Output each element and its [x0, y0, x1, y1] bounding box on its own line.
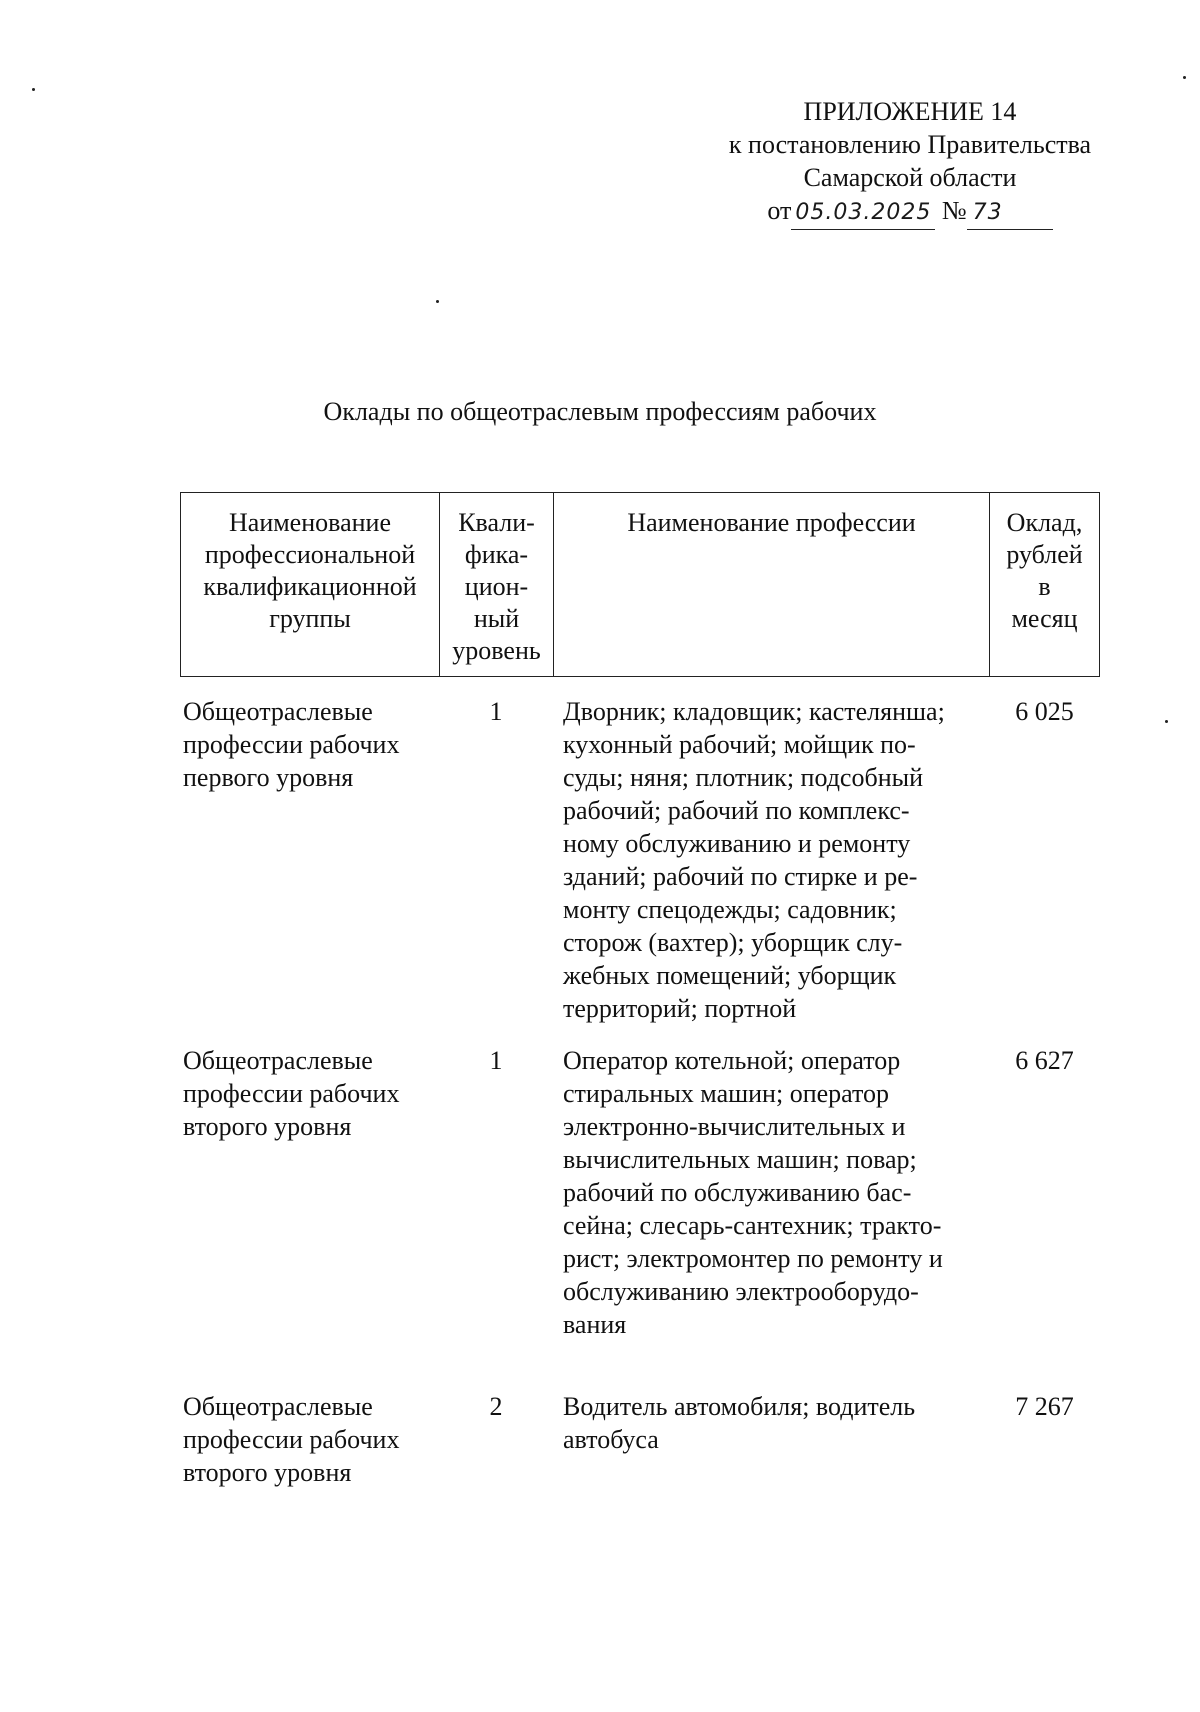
profession-text: жебных помещений; уборщик	[563, 961, 897, 990]
document-header	[700, 95, 1120, 230]
profession-text: сейна; слесарь-сантехник; тракто-	[563, 1211, 942, 1240]
group-cell	[180, 695, 439, 1025]
group-text: второго уровня	[183, 1458, 352, 1487]
profession-text: вания	[563, 1310, 627, 1339]
header-text: профессиональной	[204, 540, 416, 569]
table-row	[180, 695, 1100, 1025]
group-text: второго уровня	[183, 1112, 352, 1141]
salary-cell: 6 025	[1015, 697, 1074, 726]
group-text: профессии рабочих	[183, 1425, 400, 1454]
profession-text: электронно-вычислительных и	[563, 1112, 906, 1141]
profession-text: Водитель автомобиля; водитель	[563, 1392, 916, 1421]
header-text: квалификационной	[203, 572, 417, 601]
column-header-salary	[990, 493, 1099, 676]
header-text: рублей	[1006, 540, 1083, 569]
date-prefix: от	[767, 196, 792, 225]
profession-text: обслуживанию электрооборудо-	[563, 1277, 919, 1306]
profession-text: рабочий; рабочий по комплекс-	[563, 796, 910, 825]
header-text: месяц	[1011, 604, 1078, 633]
scan-speck	[1183, 76, 1186, 79]
group-cell	[180, 1390, 439, 1489]
header-text: цион-	[464, 572, 529, 601]
handwritten-date: 05.03.2025	[791, 196, 935, 230]
profession-text: кухонный рабочий; мойщик по-	[563, 730, 916, 759]
profession-text: сторож (вахтер); уборщик слу-	[563, 928, 903, 957]
header-text: группы	[269, 604, 351, 633]
profession-cell	[553, 1044, 989, 1341]
date-number-line	[700, 194, 1120, 230]
column-header-level	[440, 493, 554, 676]
scan-speck	[32, 88, 35, 91]
column-header-profession	[554, 493, 990, 676]
profession-text: суды; няня; плотник; подсобный	[563, 763, 924, 792]
table-header	[180, 492, 1100, 677]
region-name: Самарской области	[803, 163, 1017, 192]
profession-text: Дворник; кладовщик; кастелянша;	[563, 697, 945, 726]
profession-text: стиральных машин; оператор	[563, 1079, 890, 1108]
profession-text: монту спецодежды; садовник;	[563, 895, 897, 924]
group-text: Общеотраслевые	[183, 697, 373, 726]
column-header-group	[181, 493, 440, 676]
group-text: Общеотраслевые	[183, 1046, 373, 1075]
appendix-label: ПРИЛОЖЕНИЕ 14	[803, 97, 1017, 126]
level-cell: 1	[489, 1046, 503, 1075]
header-text: фика-	[464, 540, 529, 569]
header-text: Квали-	[458, 508, 535, 537]
table-row	[180, 1390, 1100, 1489]
salary-cell: 7 267	[1015, 1392, 1074, 1421]
header-text: Оклад,	[1006, 508, 1083, 537]
group-text: профессии рабочих	[183, 1079, 400, 1108]
group-text: профессии рабочих	[183, 730, 400, 759]
decree-reference: к постановлению Правительства	[728, 130, 1092, 159]
header-text: уровень	[452, 636, 541, 665]
group-text: первого уровня	[183, 763, 354, 792]
header-text: в	[1038, 572, 1051, 601]
group-cell	[180, 1044, 439, 1341]
number-prefix: №	[941, 196, 967, 225]
profession-text: автобуса	[563, 1425, 659, 1454]
handwritten-number: 73	[967, 196, 1053, 230]
profession-cell	[553, 1390, 989, 1489]
profession-text: Оператор котельной; оператор	[563, 1046, 901, 1075]
scan-speck	[436, 300, 439, 303]
scan-speck	[1165, 720, 1168, 723]
header-text: Наименование	[229, 508, 391, 537]
profession-text: рабочий по обслуживанию бас-	[563, 1178, 912, 1207]
salary-cell: 6 627	[1015, 1046, 1074, 1075]
profession-text: вычислительных машин; повар;	[563, 1145, 917, 1174]
profession-text: территорий; портной	[563, 994, 797, 1023]
profession-cell	[553, 695, 989, 1025]
profession-text: ному обслуживанию и ремонту	[563, 829, 911, 858]
header-text: Наименование профессии	[627, 508, 916, 537]
level-cell: 2	[489, 1392, 503, 1421]
profession-text: рист; электромонтер по ремонту и	[563, 1244, 943, 1273]
group-text: Общеотраслевые	[183, 1392, 373, 1421]
level-cell: 1	[489, 697, 503, 726]
table-row	[180, 1044, 1100, 1341]
page-title: Оклады по общеотраслевым профессиям рабочих	[323, 397, 877, 426]
header-text: ный	[473, 604, 520, 633]
profession-text: зданий; рабочий по стирке и ре-	[563, 862, 918, 891]
